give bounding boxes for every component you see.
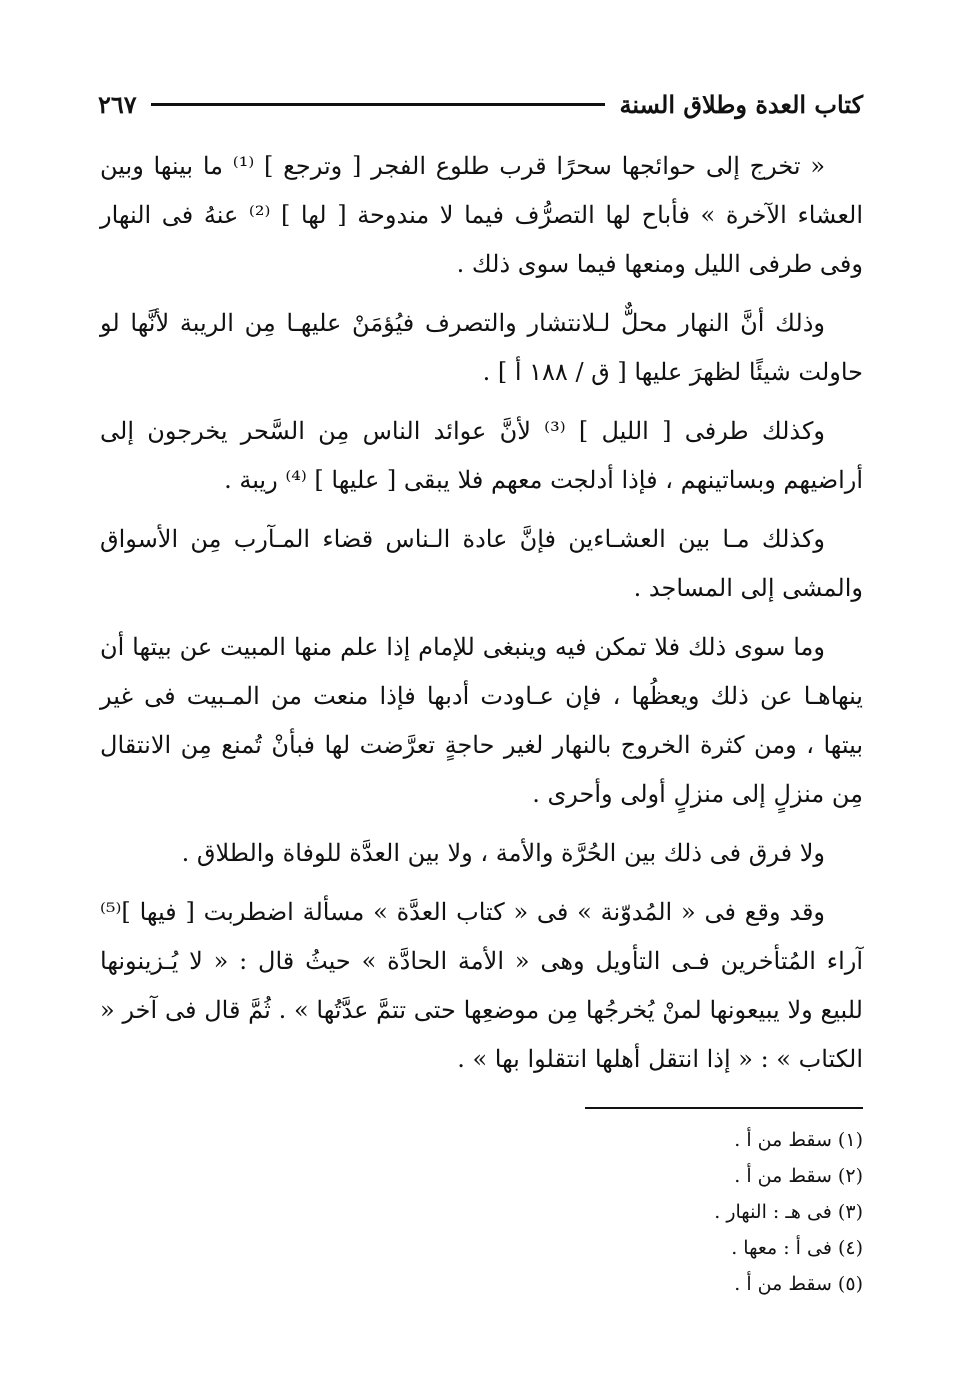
running-header [98,84,863,124]
footnote: (٤) فى أ : معها . [731,1237,863,1259]
paragraph: وقد وقع فى « المُدوّنة » فى « كتاب العدَّة » مسألة اضطربت [ فيها ]⁽⁵⁾ آراء المُتأخرين فـى التأويل وهى « الأمة الحادَّة » حيثُ قال : « لا يُـزينونها للبيع ولا يبيعونها لمنْ يُخرجُها مِن موضعِها حتى تتمَّ عدَّتُها » . ثُمَّ قال فى آخر « الكتاب » : « إذا انتقل أهلها انتقلوا بها » . [100,898,863,1073]
paragraph: وكذلك مـا بين العشـاءين فإنَّ عادة الـناس قضاء المـآرب مِن الأسواق والمشى إلى المساجد . [100,525,863,602]
paragraph: « تخرج إلى حوائجها سحرًا قرب طلوع الفجر [ وترجع ] ⁽¹⁾ ما بينها وبين العشاء الآخرة » فأباح لها التصرُّف فيما لا مندوحة [ لها ] ⁽²⁾ عنهُ فى النهار وفى طرفى الليل ومنعها فيما سوى ذلك . [100,152,864,278]
paragraph: ولا فرق فى ذلك بين الحُرَّة والأمة ، ولا بين العدَّة للوفاة والطلاق . [181,839,825,867]
footnotes [100,1122,863,1302]
book-title: كتاب العدة وطلاق السنة [619,89,863,119]
paragraph: وما سوى ذلك فلا تمكن فيه وينبغى للإمام إذا علم منها المبيت عن بيتها أن ينهاهـا عن ذلك ويعظُها ، فإن عـاودت أدبها فإذا منعت من المـبيت فى غير بيتها ، ومن كثرة الخروج بالنهار لغير حاجةٍ تعرَّضت لها فبأنْ تُمنع مِن الانتقال مِن منزلٍ إلى منزلٍ أولى وأحرى . [100,633,863,808]
footnote: (٥) سقط من أ . [734,1273,863,1295]
footnote-separator [585,1107,863,1109]
footnote: (٣) فى هـ : النهار . [714,1201,863,1223]
paragraph: وذلك أنَّ النهار محلٌّ لـلانتشار والتصرف فيُؤمَنْ عليهـا مِن الريبة لأنَّها لو حاولت شيئًا لظهرَ عليها [ ق / ١٨٨ أ ] . [100,309,863,386]
footnote: (٢) سقط من أ . [734,1165,863,1187]
page-number: ٢٦٧ [98,89,137,119]
main-text [100,142,863,1094]
paragraph: وكذلك طرفى [ الليل ] ⁽³⁾ لأنَّ عوائد الناس مِن السَّحر يخرجون إلى أراضيهم وبساتينهم ، فإذا أدلجت معهم فلا يبقى [ عليها ] ⁽⁴⁾ ريبة . [100,417,863,494]
header-rule [151,103,606,106]
footnote: (١) سقط من أ . [734,1129,863,1151]
